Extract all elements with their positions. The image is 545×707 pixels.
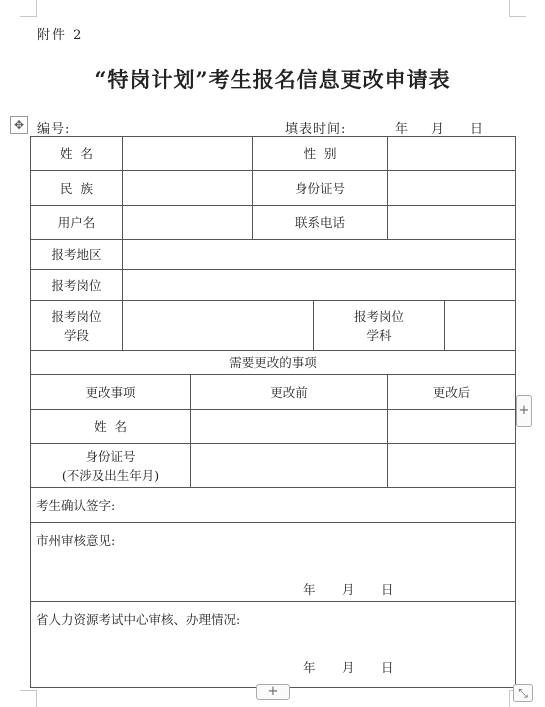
change-item-name: 姓 名 <box>31 410 191 444</box>
change-item-header: 更改事项 <box>31 375 191 410</box>
table-row <box>31 375 516 410</box>
change-after-header: 更改后 <box>388 375 516 410</box>
region-input-cell[interactable] <box>123 240 516 270</box>
username-label: 用户名 <box>31 206 123 240</box>
page-corner-top-right <box>509 0 526 17</box>
page-title: “特岗计划”考生报名信息更改申请表 <box>94 67 451 92</box>
id-number-input-cell[interactable] <box>388 171 516 206</box>
province-review-day: 日 <box>381 660 394 675</box>
fill-time-day: 日 <box>470 122 485 137</box>
post-subject-input-cell[interactable] <box>445 301 516 351</box>
province-review-cell[interactable]: 省人力资源考试中心审核、办理情况: <box>31 602 516 688</box>
city-review-cell[interactable]: 市州审核意见: <box>31 523 516 602</box>
post-subject-label: 报考岗位 学科 <box>314 301 445 351</box>
phone-input-cell[interactable] <box>388 206 516 240</box>
post-input-cell[interactable] <box>123 270 516 301</box>
province-review-month: 月 <box>342 660 355 675</box>
id-after-cell[interactable] <box>388 444 516 488</box>
fill-time-month: 月 <box>431 122 446 137</box>
signature-cell[interactable]: 考生确认签字: <box>31 488 516 523</box>
post-label: 报考岗位 <box>31 270 123 301</box>
attachment-label: 附件 2 <box>37 28 84 43</box>
table-row <box>31 602 516 688</box>
changes-section-title: 需要更改的事项 <box>31 351 516 375</box>
name-before-cell[interactable] <box>191 410 388 444</box>
city-review-month: 月 <box>342 582 355 597</box>
id-before-cell[interactable] <box>191 444 388 488</box>
city-review-year: 年 <box>303 582 316 597</box>
table-row <box>31 488 516 523</box>
change-item-id: 身份证号 (不涉及出生年月) <box>31 444 191 488</box>
table-row <box>31 270 516 301</box>
region-label: 报考地区 <box>31 240 123 270</box>
gender-input-cell[interactable] <box>388 137 516 171</box>
application-form-table <box>30 136 516 688</box>
city-review-day: 日 <box>381 582 394 597</box>
table-row <box>31 444 516 488</box>
table-row <box>31 410 516 444</box>
table-row <box>31 137 516 171</box>
table-row <box>31 206 516 240</box>
username-input-cell[interactable] <box>123 206 253 240</box>
name-input-cell[interactable] <box>123 137 253 171</box>
table-row <box>31 301 516 351</box>
table-row <box>31 171 516 206</box>
table-move-handle-icon[interactable]: ✥ <box>10 116 28 134</box>
phone-label: 联系电话 <box>253 206 388 240</box>
name-label: 姓 名 <box>31 137 123 171</box>
table-row <box>31 240 516 270</box>
page-corner-top-left <box>20 0 37 17</box>
ethnicity-label: 民 族 <box>31 171 123 206</box>
gender-label: 性 别 <box>253 137 388 171</box>
id-number-label: 身份证号 <box>253 171 388 206</box>
add-row-icon[interactable]: + <box>256 684 290 700</box>
table-row <box>31 351 516 375</box>
add-column-icon[interactable]: + <box>516 395 532 427</box>
post-stage-label: 报考岗位 学段 <box>31 301 123 351</box>
name-after-cell[interactable] <box>388 410 516 444</box>
table-row <box>31 523 516 602</box>
fill-time-label: 填表时间: <box>285 122 347 137</box>
fill-time-year: 年 <box>395 122 410 137</box>
change-before-header: 更改前 <box>191 375 388 410</box>
ethnicity-input-cell[interactable] <box>123 171 253 206</box>
province-review-year: 年 <box>303 660 316 675</box>
page-corner-bottom-left <box>20 690 37 707</box>
post-stage-input-cell[interactable] <box>123 301 314 351</box>
number-label: 编号: <box>37 122 71 137</box>
resize-icon[interactable]: ⤡ <box>513 684 533 702</box>
